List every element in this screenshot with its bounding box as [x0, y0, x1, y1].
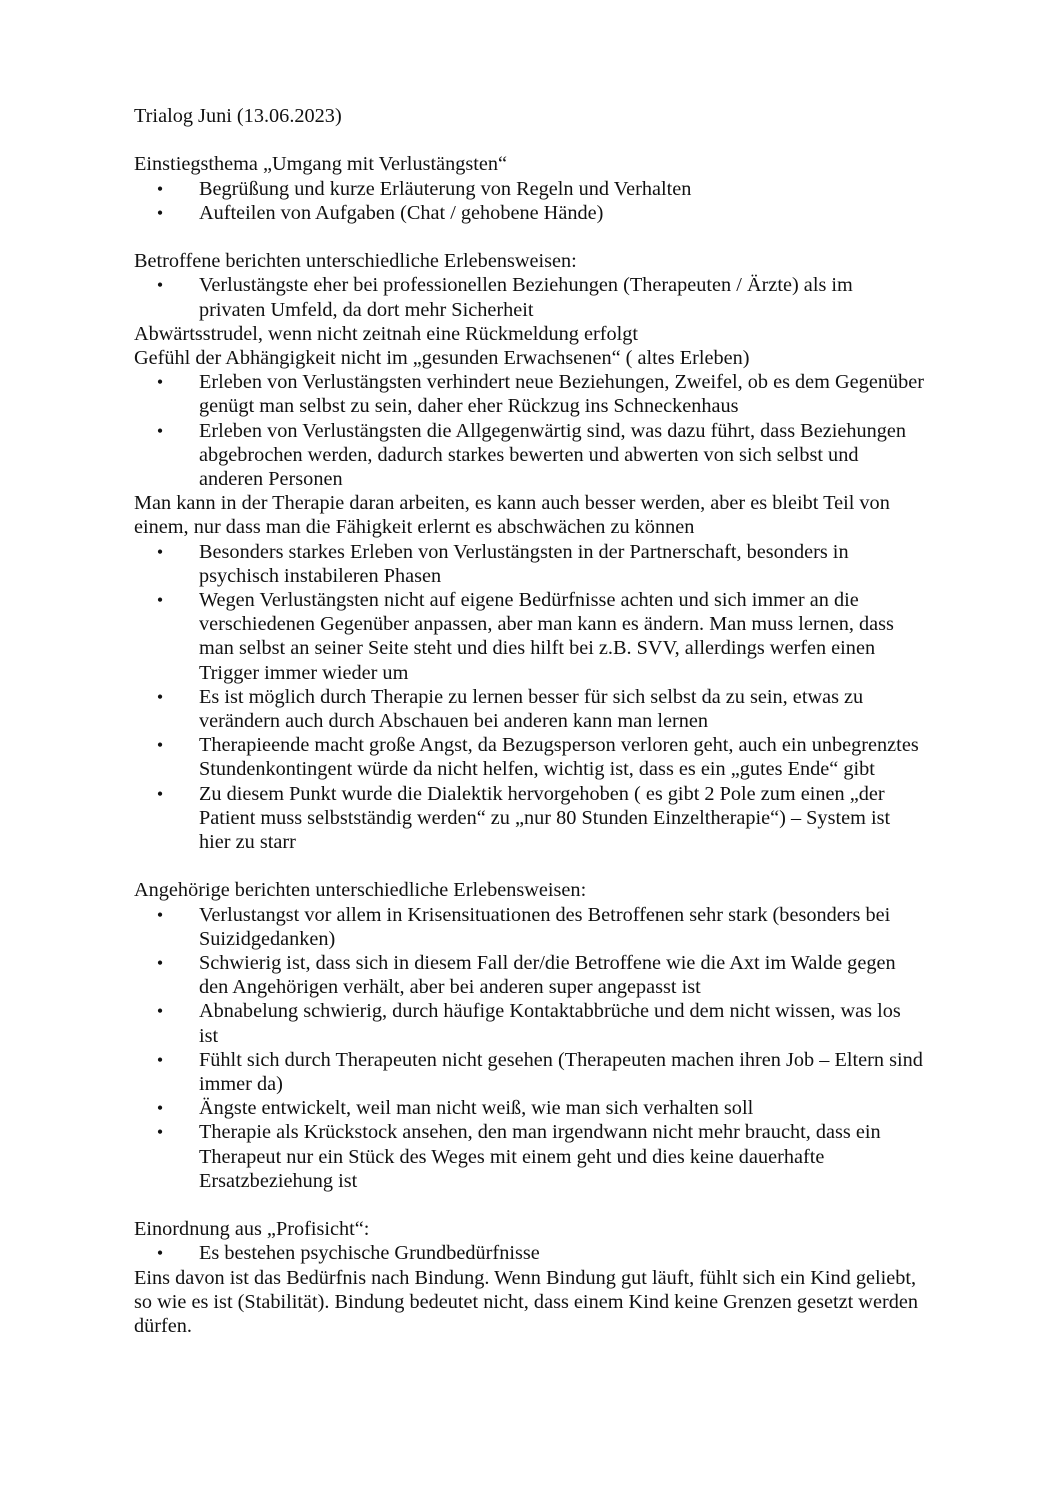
list-item: • Erleben von Verlustängsten die Allgegenwärtig sind, was dazu führt, dass Beziehungen abgebrochen werden, dadurch starkes bewerten und abwerten von sich selbst und anderen Personen: [134, 419, 924, 492]
angehoerige-heading: Angehörige berichten unterschiedliche Erlebensweisen:: [134, 879, 587, 902]
intro-heading: Einstiegsthema „Umgang mit Verlustängsten“: [134, 153, 508, 176]
bullet-icon: •: [156, 1098, 164, 1119]
bullet-icon: •: [156, 178, 164, 199]
list-item: • Ängste entwickelt, weil man nicht weiß, wie man sich verhalten soll: [134, 1096, 924, 1120]
list-item: • Wegen Verlustängsten nicht auf eigene Bedürfnisse achten und sich immer an die verschiedenen Gegenüber anpassen, aber man kann es ändern. Man muss lernen, dass man selbst an seiner Seite steht und dies hilft bei z.B. SVV, allerdings werfen einen Trigger immer wieder um: [134, 588, 924, 685]
list-item: • Aufteilen von Aufgaben (Chat / gehobene Hände): [134, 201, 924, 225]
list-item: • Fühlt sich durch Therapeuten nicht gesehen (Therapeuten machen ihren Job – Eltern sind immer da): [134, 1048, 924, 1096]
body-paragraph: Man kann in der Therapie daran arbeiten, es kann auch besser werden, aber es bleibt Teil von einem, nur dass man die Fähigkeit erlernt es abschwächen zu können: [134, 492, 890, 539]
body-line: Abwärtsstrudel, wenn nicht zeitnah eine Rückmeldung erfolgt: [134, 322, 639, 345]
bullet-icon: •: [156, 541, 164, 562]
list-item: • Schwierig ist, dass sich in diesem Fall der/die Betroffene wie die Axt im Walde gegen den Angehörigen verhält, aber bei anderen super angepasst ist: [134, 951, 924, 999]
bullet-icon: •: [156, 783, 164, 804]
bullet-icon: •: [156, 686, 164, 707]
list-item: • Begrüßung und kurze Erläuterung von Regeln und Verhalten: [134, 177, 924, 201]
spacer: [134, 225, 924, 249]
bullet-icon: •: [156, 735, 164, 756]
profisicht-list: [134, 1241, 924, 1265]
list-item: • Abnabelung schwierig, durch häufige Kontaktabbrüche und dem nicht wissen, was los ist: [134, 999, 924, 1047]
list-item: • Es bestehen psychische Grundbedürfnisse: [134, 1241, 924, 1265]
spacer: [134, 854, 924, 878]
spacer: [134, 1193, 924, 1217]
list-item: • Therapieende macht große Angst, da Bezugsperson verloren geht, auch ein unbegrenztes Stundenkontingent würde da nicht helfen, wichtig ist, dass es ein „gutes Ende“ gibt: [134, 733, 924, 781]
bullet-icon: •: [156, 1001, 164, 1022]
angehoerige-list: [134, 903, 924, 1193]
betroffene-list-b: [134, 370, 924, 491]
bullet-icon: •: [156, 953, 164, 974]
list-item: • Besonders starkes Erleben von Verlustängsten in der Partnerschaft, besonders in psychisch instabileren Phasen: [134, 540, 924, 588]
bullet-icon: •: [156, 420, 164, 441]
list-item: • Es ist möglich durch Therapie zu lernen besser für sich selbst da zu sein, etwas zu verändern auch durch Abschauen bei anderen kann man lernen: [134, 685, 924, 733]
bullet-icon: •: [156, 275, 164, 296]
document-title: Trialog Juni (13.06.2023): [134, 105, 342, 127]
bullet-icon: •: [156, 590, 164, 611]
bullet-icon: •: [156, 202, 164, 223]
betroffene-list-a: [134, 273, 924, 321]
list-item: • Erleben von Verlustängsten verhindert neue Beziehungen, Zweifel, ob es dem Gegenüber genügt man selbst zu sein, daher eher Rückzug ins Schneckenhaus: [134, 370, 924, 418]
bullet-icon: •: [156, 372, 164, 393]
betroffene-list-c: [134, 540, 924, 855]
list-item: • Verlustängste eher bei professionellen Beziehungen (Therapeuten / Ärzte) als im privaten Umfeld, da dort mehr Sicherheit: [134, 273, 924, 321]
list-item: • Therapie als Krückstock ansehen, den man irgendwann nicht mehr braucht, dass ein Therapeut nur ein Stück des Weges mit einem geht und dies keine dauerhafte Ersatzbeziehung ist: [134, 1120, 924, 1193]
body-line: Gefühl der Abhängigkeit nicht im „gesunden Erwachsenen“ ( altes Erleben): [134, 347, 750, 369]
list-item: • Zu diesem Punkt wurde die Dialektik hervorgehoben ( es gibt 2 Pole zum einen „der Patient muss selbstständig werden“ zu „nur 80 Stunden Einzeltherapie“) – System ist hier zu starr: [134, 782, 924, 855]
bullet-icon: •: [156, 1049, 164, 1070]
bullet-icon: •: [156, 1243, 164, 1264]
profisicht-heading: Einordnung aus „Profisicht“:: [134, 1218, 370, 1241]
spacer: [134, 128, 924, 152]
bullet-icon: •: [156, 1122, 164, 1143]
list-item: • Verlustangst vor allem in Krisensituationen des Betroffenen sehr stark (besonders bei Suizidgedanken): [134, 903, 924, 951]
bullet-icon: •: [156, 904, 164, 925]
betroffene-heading: Betroffene berichten unterschiedliche Erlebensweisen:: [134, 250, 577, 273]
body-paragraph: Eins davon ist das Bedürfnis nach Bindung. Wenn Bindung gut läuft, fühlt sich ein Kind geliebt, so wie es ist (Stabilität). Bindung bedeutet nicht, dass einem Kind keine Grenzen gesetzt werden dürfen.: [134, 1266, 918, 1338]
intro-list: [134, 177, 924, 225]
document-body: [134, 104, 924, 1338]
